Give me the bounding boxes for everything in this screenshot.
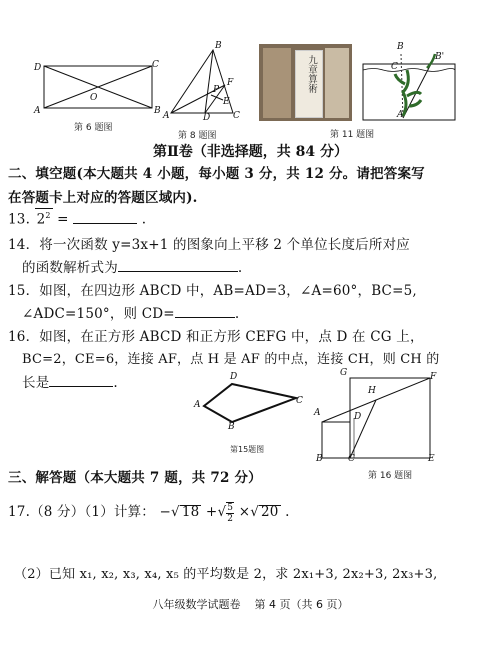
q16-line3-text: 长是: [22, 375, 50, 391]
question-16-line2: BC=2，CE=6，连接 AF，点 H 是 AF 的中点，连接 CH，则 CH 的: [22, 352, 440, 367]
figure-15-drawing: [192, 372, 308, 432]
fig16-label-a: A: [314, 408, 321, 418]
q17-plus: +: [205, 504, 218, 520]
q17-prefix: 17.（8 分）（1）计算：: [8, 504, 155, 520]
figure-11-reed: [361, 42, 461, 122]
book-right-page: [325, 48, 349, 118]
q14-end: .: [237, 260, 243, 276]
question-14-line2: [22, 256, 242, 276]
q17-radicand-1: 18: [181, 504, 200, 520]
q13-number: 13.: [8, 211, 31, 228]
fig8-label-b: B: [215, 41, 222, 51]
question-17-part1: 17.（8 分）（1）计算： −√ 18 +√ $\frac{5}{2}$ ×√ 20 .: [8, 502, 290, 524]
figure-15: [192, 372, 308, 432]
fig6-label-c: C: [152, 60, 159, 70]
fig11-label-b: B: [397, 42, 404, 52]
q17-end: .: [285, 504, 290, 520]
q15-end: .: [234, 306, 240, 322]
question-13: [8, 208, 146, 228]
fill-in-heading-line1: 二、填空题(本大题共 4 小题，每小题 3 分，共 12 分。请把答案写: [8, 166, 425, 182]
fig16-label-h: H: [368, 386, 376, 396]
question-15-line1: 15．如图，在四边形 ABCD 中，AB=AD=3，∠A=60°，BC=5,: [8, 283, 417, 299]
book-title: 九章算術: [306, 55, 317, 93]
question-16-line3: [22, 371, 118, 391]
fig6-label-o: O: [90, 93, 98, 103]
fig16-label-f: F: [430, 372, 437, 382]
fig6-label-d: D: [34, 63, 42, 73]
q13-eq: =: [57, 211, 69, 228]
fig16-caption: 第 16 题图: [368, 471, 413, 481]
fig6-label-b: B: [154, 106, 161, 116]
fill-in-heading-line2: 在答题卡上对应的答题区域内).: [8, 190, 198, 206]
q15-answer-blank[interactable]: [175, 305, 235, 318]
q13-radical: $2^2$: [35, 208, 53, 227]
fig15-label-c: C: [296, 396, 303, 406]
figure-11-drawing: [361, 46, 461, 122]
fig11-label-a: A: [397, 110, 404, 120]
fig11-caption: 第 11 题图: [330, 130, 375, 140]
q14-line2-text: 的函数解析式为: [22, 260, 118, 276]
q17-frac-den: 2: [227, 513, 234, 524]
question-16-line1: 16．如图，在正方形 ABCD 和正方形 CEFG 中，点 D 在 CG 上，: [8, 329, 424, 345]
fig16-label-g: G: [340, 368, 348, 378]
q17-minus: −: [159, 504, 172, 520]
book-left-page: [263, 48, 291, 118]
q14-answer-blank[interactable]: [118, 259, 238, 272]
q16-answer-blank[interactable]: [49, 374, 113, 387]
fig15-label-d: D: [230, 372, 238, 382]
question-17-part2: （2）已知 x₁, x₂, x₃, x₄, x₅ 的平均数是 2，求 2x₁+3, 2x₂+3, 2x₃+3,: [14, 567, 438, 582]
fig11-label-b-prime: B': [435, 52, 445, 62]
q17-frac-num: 5: [227, 502, 234, 513]
question-14-line1: 14．将一次函数 y=3x+1 的图象向上平移 2 个单位长度后所对应: [8, 237, 410, 253]
q15-line2-text: ∠ADC=150°，则 CD=: [22, 306, 175, 322]
question-15-line2: [22, 302, 239, 322]
q13-answer-blank[interactable]: [73, 211, 137, 224]
fig6-label-a: A: [34, 106, 41, 116]
fig16-label-e: E: [428, 454, 435, 464]
q17-fraction: [226, 502, 234, 524]
fig8-label-c: C: [233, 111, 240, 121]
section-3-heading: 三、解答题（本大题共 7 题，共 72 分）: [8, 470, 262, 486]
figure-11-book-photo: [259, 44, 352, 121]
figure-6-drawing: [30, 58, 160, 118]
fig8-caption: 第 8 题图: [178, 131, 217, 141]
fig15-caption: 第15题图: [230, 445, 265, 454]
section-2-title: 第Ⅱ卷（非选择题，共 84 分）: [152, 144, 349, 160]
figure-16-drawing: [312, 368, 442, 466]
q13-end: .: [141, 211, 147, 228]
book-cover: [295, 50, 323, 118]
fig11-label-c: C: [391, 62, 398, 72]
fig6-caption: 第 6 题图: [74, 123, 113, 133]
fig15-label-a: A: [194, 400, 201, 410]
figure-8: [163, 41, 248, 125]
q17-radicand-2: 20: [261, 504, 279, 520]
fig8-label-f: F: [227, 78, 234, 88]
fig15-label-b: B: [228, 422, 235, 432]
figure-16: [312, 368, 442, 466]
fig8-label-p: P: [213, 85, 220, 95]
q16-end: .: [113, 375, 118, 391]
figure-6: [30, 58, 160, 118]
fig16-label-d: D: [354, 412, 362, 422]
fig16-label-c: C: [348, 454, 355, 464]
fig16-label-b: B: [316, 454, 323, 464]
fig8-label-d: D: [203, 113, 211, 123]
fig8-label-e: E: [223, 97, 230, 107]
fig8-label-a: A: [163, 111, 170, 121]
q17-times: ×: [238, 504, 251, 520]
page-footer: 八年级数学试题卷 第 4 页（共 6 页）: [152, 598, 349, 611]
